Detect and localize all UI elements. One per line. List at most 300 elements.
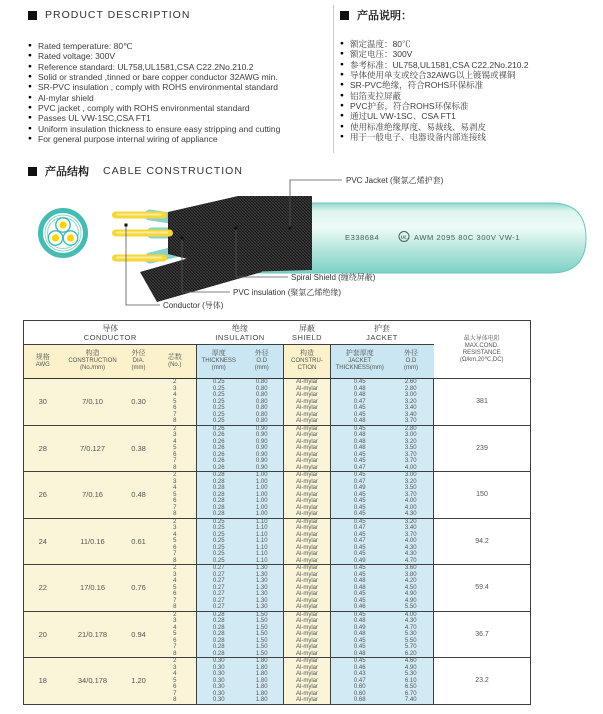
- shield-construction-value: Al-mylar: [296, 597, 318, 604]
- jacket-thickness-value: 0.45: [353, 458, 366, 464]
- section-title-text: PRODUCT DESCRIPTION: [45, 9, 191, 21]
- sub-header-line: CTION: [297, 365, 317, 372]
- jacket-od-cell: [389, 658, 434, 705]
- description-item: [28, 51, 328, 61]
- jacket-od-value: 3.70: [404, 491, 417, 498]
- insulation-thickness-value: 0.26: [212, 432, 225, 438]
- shield-construction-cell: [284, 611, 331, 658]
- jacket-thickness-value: 0.48: [353, 631, 366, 637]
- sub-header-line: O.D: [405, 357, 417, 364]
- resistance-cell: 59.4: [434, 565, 531, 612]
- insulation-thickness-value: 0.27: [212, 591, 225, 597]
- spec-table-body: [24, 379, 531, 705]
- jacket-od-value: 3.00: [404, 472, 417, 478]
- insulation-od-value: 0.80: [255, 411, 268, 418]
- jacket-od-value: 4.70: [404, 557, 417, 564]
- core-count-value: 7: [173, 597, 177, 604]
- core-count-value: 3: [173, 664, 177, 671]
- column-divider: [333, 5, 334, 153]
- jacket-thickness-value: 0.45: [353, 571, 366, 578]
- jacket-thickness-cell: [331, 425, 389, 472]
- jacket-thickness-value: 0.45: [353, 644, 366, 650]
- insulation-od-value: 1.00: [255, 472, 268, 478]
- shield-construction-value: Al-mylar: [296, 525, 318, 531]
- insulation-thickness-value: 0.28: [212, 498, 225, 504]
- sub-header-line: JACKET: [348, 357, 372, 364]
- sub-header-line: THICKNESS(mm): [335, 365, 384, 372]
- core-count-value: 7: [173, 551, 177, 557]
- jacket-print-text: E338684: [345, 233, 380, 242]
- core-count-value: 2: [173, 518, 177, 525]
- resistance-header-line: RESISTANCE: [462, 349, 501, 356]
- core-count-cell: [154, 518, 197, 565]
- jacket-thickness-value: 0.68: [353, 697, 366, 703]
- jacket-od-value: 3.40: [404, 525, 417, 531]
- shield-construction-value: Al-mylar: [296, 385, 318, 392]
- resistance-header-line: (Ω/km,20℃,DC): [459, 356, 504, 363]
- jacket-od-value: 2.60: [404, 379, 417, 385]
- core-count-value: 5: [173, 491, 177, 498]
- insulation-thickness-value: 0.25: [212, 379, 225, 385]
- sub-header-line: 规格: [35, 354, 50, 361]
- core-count-value: 6: [173, 498, 177, 504]
- core-count-value: 7: [173, 504, 177, 511]
- bullet-icon: ●: [340, 101, 344, 109]
- group-header-en: JACKET: [366, 332, 398, 342]
- description-item-text: Solid or stranded ,tinned or bare copper conductor 32AWG min.: [38, 72, 278, 83]
- shield-construction-value: Al-mylar: [296, 664, 318, 671]
- jacket-od-value: 4.30: [404, 511, 417, 517]
- section-marker-icon: [340, 11, 349, 20]
- shield-construction-value: Al-mylar: [296, 584, 318, 591]
- shield-construction-value: Al-mylar: [296, 418, 318, 424]
- jacket-thickness-value: 0.49: [353, 485, 366, 491]
- construction-cell: 34/0.178: [62, 658, 124, 705]
- insulation-thickness-cell: [197, 658, 241, 705]
- shield-construction-value: Al-mylar: [296, 411, 318, 418]
- product-description-list: [28, 41, 328, 144]
- sub-header-line: (No./mm): [80, 365, 105, 372]
- resistance-cell: 23.2: [434, 658, 531, 705]
- jacket-od-value: 4.00: [404, 464, 417, 471]
- bullet-icon: ●: [340, 71, 344, 79]
- core-count-value: 8: [173, 604, 177, 610]
- group-header-cn: 护套: [374, 323, 390, 333]
- diameter-cell: 0.48: [124, 472, 154, 519]
- jacket-od-value: 4.90: [404, 597, 417, 604]
- description-cn-item: [340, 132, 598, 142]
- sub-header-1: [62, 345, 124, 379]
- description-cn-item-text: 额定电压：300V: [350, 49, 413, 60]
- core-count-value: 3: [173, 571, 177, 578]
- sub-header-4: [197, 345, 241, 379]
- shield-construction-cell: [284, 425, 331, 472]
- shield-construction-value: Al-mylar: [296, 472, 318, 478]
- insulation-od-cell: [241, 611, 284, 658]
- jacket-thickness-value: 0.46: [353, 664, 366, 671]
- insulation-od-value: 1.10: [255, 525, 268, 531]
- jacket-thickness-value: 0.48: [353, 438, 366, 445]
- description-item: [28, 103, 328, 113]
- insulation-thickness-value: 0.28: [212, 511, 225, 517]
- awg-cell: 26: [24, 472, 62, 519]
- insulation-od-value: 1.80: [255, 677, 268, 684]
- jacket-od-value: 3.50: [404, 485, 417, 491]
- insulation-od-value: 1.50: [255, 650, 268, 657]
- jacket-od-value: 6.70: [404, 690, 417, 697]
- insulation-thickness-value: 0.27: [212, 584, 225, 591]
- core-count-cell: [154, 472, 197, 519]
- jacket-thickness-value: 0.45: [353, 597, 366, 604]
- core-count-cell: [154, 379, 197, 426]
- core-count-value: 7: [173, 690, 177, 697]
- jacket-od-value: 4.00: [404, 538, 417, 544]
- shield-construction-value: Al-mylar: [296, 557, 318, 564]
- insulation-thickness-value: 0.28: [212, 650, 225, 657]
- core-count-value: 7: [173, 458, 177, 464]
- insulation-thickness-value: 0.28: [212, 644, 225, 650]
- insulation-od-value: 1.00: [255, 491, 268, 498]
- bullet-icon: ●: [28, 93, 32, 101]
- jacket-od-value: 3.70: [404, 451, 417, 458]
- shield-construction-value: Al-mylar: [296, 478, 318, 485]
- jacket-thickness-value: 0.45: [353, 511, 366, 517]
- jacket-thickness-value: 0.47: [353, 478, 366, 485]
- product-description-cn-section: [340, 8, 598, 142]
- insulation-thickness-value: 0.25: [212, 398, 225, 405]
- jacket-thickness-value: 0.45: [353, 425, 366, 432]
- insulation-thickness-value: 0.26: [212, 451, 225, 458]
- sub-header-line: THICKNESS: [201, 357, 236, 364]
- jacket-thickness-value: 0.60: [353, 690, 366, 697]
- insulation-od-value: 0.80: [255, 398, 268, 405]
- jacket-thickness-value: 0.45: [353, 491, 366, 498]
- core-count-value: 5: [173, 538, 177, 544]
- shield-construction-value: Al-mylar: [296, 611, 318, 618]
- group-header-shield: [284, 321, 331, 345]
- diameter-cell: 0.76: [124, 565, 154, 612]
- jacket-od-value: 3.70: [404, 458, 417, 464]
- section-title-text: 产品说明：: [357, 10, 412, 22]
- description-item-text: For general purpose internal wiring of appliance: [38, 133, 218, 144]
- sub-header-line: 外径: [131, 350, 146, 358]
- insulation-thickness-value: 0.28: [212, 472, 225, 478]
- table-group-header-row: [24, 321, 531, 345]
- shield-construction-value: Al-mylar: [296, 518, 318, 525]
- insulation-od-value: 1.10: [255, 531, 268, 538]
- jacket-thickness-cell: [331, 379, 389, 426]
- group-header-cn: 绝缘: [232, 323, 248, 333]
- core-count-value: 3: [173, 432, 177, 438]
- description-item-text: Al-mylar shield: [38, 92, 94, 103]
- core-count-value: 7: [173, 644, 177, 650]
- description-item-text: Passes UL VW-1SC,CSA FT1: [38, 113, 151, 124]
- jacket-thickness-value: 0.47: [353, 464, 366, 471]
- insulation-od-value: 1.00: [255, 504, 268, 511]
- shield-construction-value: Al-mylar: [296, 458, 318, 464]
- shield-construction-value: Al-mylar: [296, 491, 318, 498]
- insulation-od-value: 1.00: [255, 485, 268, 491]
- jacket-thickness-value: 0.45: [353, 611, 366, 618]
- shield-construction-value: Al-mylar: [296, 551, 318, 557]
- description-cn-item-text: 铝箔麦拉屏蔽: [350, 90, 402, 101]
- core-count-value: 4: [173, 485, 177, 491]
- bullet-icon: ●: [340, 132, 344, 140]
- jacket-thickness-value: 0.43: [353, 671, 366, 677]
- jacket-od-value: 3.40: [404, 411, 417, 418]
- jacket-thickness-value: 0.48: [353, 618, 366, 624]
- jacket-od-value: 4.90: [404, 664, 417, 671]
- group-header-en: INSULATION: [215, 332, 265, 342]
- jacket-od-value: 3.60: [404, 565, 417, 571]
- bullet-icon: ●: [340, 60, 344, 68]
- insulation-od-value: 1.50: [255, 637, 268, 644]
- core-count-value: 2: [173, 565, 177, 571]
- description-item-text: Rated temperature: 80℃: [38, 40, 133, 51]
- insulation-od-value: 0.90: [255, 445, 268, 451]
- description-cn-item-text: 使用标准绝缘厚度、易裁线、易剥皮: [350, 121, 487, 132]
- section-title-cn: 产品结构: [45, 166, 89, 178]
- core-count-value: 4: [173, 438, 177, 445]
- diameter-cell: 0.30: [124, 379, 154, 426]
- jacket-od-value: 4.60: [404, 658, 417, 664]
- jacket-od-value: 3.20: [404, 398, 417, 405]
- jacket-od-value: 5.50: [404, 604, 417, 610]
- insulation-od-value: 1.10: [255, 551, 268, 557]
- jacket-thickness-value: 0.48: [353, 392, 366, 398]
- insulation-od-cell: [241, 565, 284, 612]
- jacket-thickness-value: 0.48: [353, 418, 366, 424]
- insulation-thickness-value: 0.28: [212, 618, 225, 624]
- shield-construction-value: Al-mylar: [296, 565, 318, 571]
- jacket-thickness-value: 0.46: [353, 604, 366, 610]
- insulation-thickness-value: 0.28: [212, 631, 225, 637]
- sub-header-line: 厚度: [211, 350, 226, 358]
- sub-header-line: O.D: [256, 357, 268, 364]
- description-cn-item-text: SR-PVC绝缘，符合ROHS环保标准: [350, 80, 484, 91]
- resistance-cell: 36.7: [434, 611, 531, 658]
- core-count-value: 2: [173, 472, 177, 478]
- insulation-thickness-value: 0.25: [212, 551, 225, 557]
- shield-construction-value: Al-mylar: [296, 544, 318, 551]
- insulation-od-value: 1.30: [255, 584, 268, 591]
- jacket-thickness-value: 0.45: [353, 411, 366, 418]
- jacket-od-cell: [389, 565, 434, 612]
- jacket-thickness-value: 0.48: [353, 584, 366, 591]
- insulation-thickness-value: 0.26: [212, 458, 225, 464]
- insulation-od-value: 1.80: [255, 671, 268, 677]
- insulation-thickness-value: 0.25: [212, 531, 225, 538]
- description-item: [28, 123, 328, 133]
- insulation-thickness-value: 0.28: [212, 637, 225, 644]
- insulation-od-value: 0.80: [255, 379, 268, 385]
- description-item-text: PVC jacket , comply with ROHS environmental standard: [38, 102, 250, 113]
- callout-insulation-label: PVC insulation (聚氯乙烯绝缘): [233, 288, 342, 297]
- jacket-thickness-value: 0.45: [353, 658, 366, 664]
- jacket-thickness-value: 0.47: [353, 525, 366, 531]
- callout-shield-label: Spiral Shield (缠绕屏蔽): [291, 273, 376, 282]
- sub-header-line: CONSTRU-: [291, 357, 323, 364]
- core-count-value: 4: [173, 531, 177, 538]
- jacket-od-value: 2.80: [404, 425, 417, 432]
- insulation-thickness-value: 0.28: [212, 504, 225, 511]
- shield-construction-value: Al-mylar: [296, 485, 318, 491]
- jacket-od-value: 4.70: [404, 624, 417, 631]
- jacket-thickness-cell: [331, 518, 389, 565]
- insulation-thickness-value: 0.28: [212, 478, 225, 485]
- core-count-value: 6: [173, 451, 177, 458]
- shield-construction-value: Al-mylar: [296, 658, 318, 664]
- construction-cell: 7/0.127: [62, 425, 124, 472]
- insulation-thickness-value: 0.25: [212, 385, 225, 392]
- insulation-thickness-value: 0.27: [212, 571, 225, 578]
- core-count-cell: [154, 658, 197, 705]
- sub-header-line: 外径: [254, 350, 269, 358]
- jacket-od-value: 3.40: [404, 405, 417, 411]
- jacket-thickness-value: 0.45: [353, 637, 366, 644]
- jacket-od-value: 2.80: [404, 385, 417, 392]
- bullet-icon: ●: [340, 81, 344, 89]
- jacket-od-value: 5.30: [404, 671, 417, 677]
- insulation-thickness-value: 0.27: [212, 604, 225, 610]
- diameter-cell: 0.94: [124, 611, 154, 658]
- shield-construction-value: Al-mylar: [296, 637, 318, 644]
- jacket-thickness-value: 0.48: [353, 578, 366, 584]
- insulation-thickness-cell: [197, 425, 241, 472]
- sub-header-line: (mm): [211, 365, 226, 372]
- insulation-thickness-value: 0.28: [212, 611, 225, 618]
- jacket-od-value: 5.30: [404, 631, 417, 637]
- core-count-value: 6: [173, 684, 177, 690]
- shield-construction-value: Al-mylar: [296, 684, 318, 690]
- shield-construction-value: Al-mylar: [296, 671, 318, 677]
- section-title-en: CABLE CONSTRUCTION: [103, 165, 243, 177]
- core-count-value: 4: [173, 624, 177, 631]
- shield-construction-value: Al-mylar: [296, 464, 318, 471]
- sub-header-line: AWG: [35, 361, 50, 368]
- core-count-value: 2: [173, 425, 177, 432]
- sub-header-2: [124, 345, 154, 379]
- sub-header-line: 外径: [404, 350, 418, 358]
- insulation-thickness-value: 0.30: [212, 664, 225, 671]
- insulation-thickness-value: 0.26: [212, 445, 225, 451]
- bullet-icon: ●: [28, 42, 32, 50]
- jacket-od-value: 4.50: [404, 584, 417, 591]
- shield-construction-value: Al-mylar: [296, 677, 318, 684]
- sub-header-6: [284, 345, 331, 379]
- bullet-icon: ●: [340, 50, 344, 58]
- shield-construction-value: Al-mylar: [296, 571, 318, 578]
- insulation-thickness-value: 0.26: [212, 438, 225, 445]
- insulation-od-value: 1.30: [255, 591, 268, 597]
- insulation-od-value: 0.90: [255, 432, 268, 438]
- jacket-thickness-value: 0.49: [353, 557, 366, 564]
- core-count-value: 8: [173, 697, 177, 703]
- jacket-od-value: 3.00: [404, 432, 417, 438]
- shield-construction-value: Al-mylar: [296, 697, 318, 703]
- spec-table-head: [24, 321, 531, 379]
- jacket-thickness-value: 0.45: [353, 591, 366, 597]
- insulation-od-value: 1.80: [255, 697, 268, 703]
- insulation-thickness-cell: [197, 611, 241, 658]
- shield-construction-value: Al-mylar: [296, 624, 318, 631]
- bullet-icon: ●: [28, 124, 32, 132]
- sub-header-line: (mm): [131, 365, 146, 372]
- insulation-thickness-cell: [197, 518, 241, 565]
- insulation-od-value: 0.80: [255, 418, 268, 424]
- core-count-value: 2: [173, 611, 177, 618]
- shield-construction-value: Al-mylar: [296, 405, 318, 411]
- core-count-value: 3: [173, 618, 177, 624]
- jacket-thickness-value: 0.48: [353, 432, 366, 438]
- core-count-cell: [154, 565, 197, 612]
- insulation-od-value: 1.00: [255, 511, 268, 517]
- insulation-thickness-value: 0.26: [212, 425, 225, 432]
- insulation-thickness-value: 0.25: [212, 411, 225, 418]
- jacket-thickness-value: 0.47: [353, 398, 366, 405]
- shield-construction-value: Al-mylar: [296, 618, 318, 624]
- awg-cell: 28: [24, 425, 62, 472]
- core-count-value: 4: [173, 578, 177, 584]
- jacket-od-cell: [389, 518, 434, 565]
- jacket-od-value: 3.70: [404, 418, 417, 424]
- core-count-value: 5: [173, 398, 177, 405]
- insulation-thickness-value: 0.30: [212, 658, 225, 664]
- group-header-conductor: [24, 321, 197, 345]
- bullet-icon: ●: [340, 40, 344, 48]
- shield-construction-value: Al-mylar: [296, 644, 318, 650]
- jacket-thickness-cell: [331, 472, 389, 519]
- shield-construction-cell: [284, 658, 331, 705]
- insulation-od-cell: [241, 472, 284, 519]
- group-header-en: CONDUCTOR: [83, 332, 137, 342]
- jacket-od-value: 4.30: [404, 551, 417, 557]
- core-count-value: 4: [173, 671, 177, 677]
- resistance-header: [434, 321, 531, 379]
- resistance-cell: 239: [434, 425, 531, 472]
- jacket-od-cell: [389, 611, 434, 658]
- core-count-cell: [154, 611, 197, 658]
- jacket-thickness-value: 0.45: [353, 379, 366, 385]
- sub-header-0: [24, 345, 62, 379]
- core-count-value: 8: [173, 557, 177, 564]
- core-count-value: 3: [173, 478, 177, 485]
- jacket-od-value: 6.20: [404, 650, 417, 657]
- description-item: [28, 41, 328, 51]
- insulation-od-value: 1.50: [255, 611, 268, 618]
- jacket-od-value: 3.70: [404, 531, 417, 538]
- core-count-value: 4: [173, 392, 177, 398]
- description-cn-item-text: 额定温度：80℃: [350, 39, 411, 50]
- insulation-od-value: 1.10: [255, 518, 268, 525]
- insulation-od-value: 1.10: [255, 538, 268, 544]
- jacket-od-cell: [389, 425, 434, 472]
- jacket-od-value: 4.00: [404, 504, 417, 511]
- sub-header-8: [389, 345, 434, 379]
- shield-construction-value: Al-mylar: [296, 604, 318, 610]
- jacket-od-value: 3.20: [404, 478, 417, 485]
- insulation-od-value: 0.80: [255, 392, 268, 398]
- bullet-icon: ●: [28, 134, 32, 142]
- shield-construction-value: Al-mylar: [296, 445, 318, 451]
- shield-construction-value: Al-mylar: [296, 591, 318, 597]
- spec-table: [23, 320, 531, 705]
- jacket-od-value: 4.30: [404, 544, 417, 551]
- product-description-cn-list: [340, 39, 598, 142]
- jacket-od-value: 4.30: [404, 618, 417, 624]
- group-header-en: SHIELD: [291, 332, 323, 342]
- shield-construction-value: Al-mylar: [296, 538, 318, 544]
